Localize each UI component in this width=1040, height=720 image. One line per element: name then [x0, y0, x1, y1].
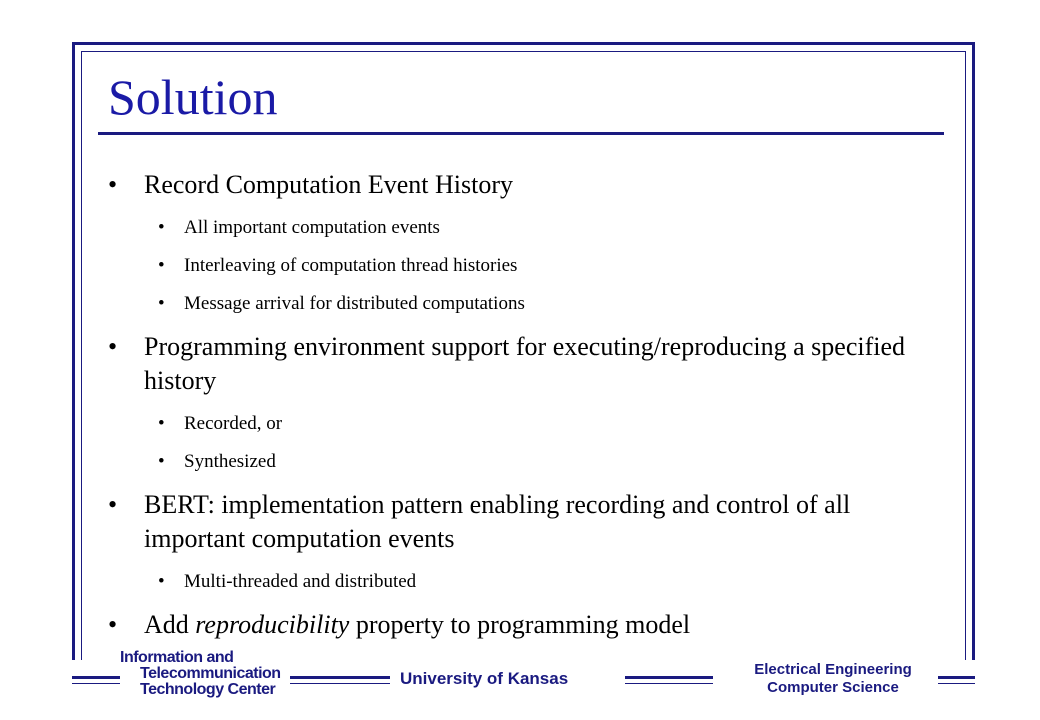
department-name [718, 661, 948, 697]
bullet-text: Recorded, or [184, 413, 283, 434]
bullet-list [108, 168, 938, 642]
bullet-dot-icon: • [158, 413, 165, 434]
sub-bullet-item [108, 570, 938, 594]
sub-bullet-item [108, 254, 938, 278]
bullet-text: Message arrival for distributed computations [184, 293, 525, 314]
logo-line: Telecommunication [140, 665, 281, 682]
bullet-dot-icon: • [108, 490, 118, 519]
bullet-text: Multi-threaded and distributed [184, 571, 417, 592]
bullet-dot-icon: • [158, 571, 165, 592]
slide-title: Solution [108, 69, 278, 125]
bullet-dot-icon: • [108, 170, 118, 199]
bullet-text: Record Computation Event History [144, 170, 514, 199]
bullet-text: Programming environment support for executing/reproducing a specified history [144, 332, 906, 395]
ittc-logo [120, 650, 290, 698]
department-line: Electrical Engineering [754, 661, 912, 678]
footer-rule [290, 676, 390, 679]
bullet-item [108, 168, 938, 202]
footer-rule [625, 676, 713, 679]
bullet-dot-icon: • [158, 293, 165, 314]
bullet-item [108, 608, 938, 642]
bullet-dot-icon: • [108, 610, 118, 639]
bullet-text: Synthesized [184, 451, 276, 472]
bullet-text: All important computation events [184, 217, 440, 238]
footer-rule [72, 683, 120, 684]
bullet-item [108, 488, 938, 556]
bullet-dot-icon: • [158, 217, 165, 238]
bullet-text: BERT: implementation pattern enabling recording and control of all important computation events [144, 490, 851, 553]
department-line: Computer Science [767, 679, 899, 696]
sub-bullet-item [108, 292, 938, 316]
university-name: University of Kansas [400, 669, 569, 688]
title-underline [98, 132, 944, 135]
bullet-text: Add [144, 610, 196, 639]
emphasized-text: reproducibility [195, 610, 350, 639]
bullet-text: property to programming model [349, 610, 691, 639]
logo-line: Information and [120, 649, 234, 666]
bullet-dot-icon: • [158, 255, 165, 276]
sub-bullet-item [108, 450, 938, 474]
footer-rule [72, 676, 120, 679]
bullet-dot-icon: • [108, 332, 118, 361]
footer-rule [625, 683, 713, 684]
footer-rule [290, 683, 390, 684]
bullet-dot-icon: • [158, 451, 165, 472]
bullet-text: Interleaving of computation thread histories [184, 255, 518, 276]
logo-line: Technology Center [140, 681, 276, 698]
sub-bullet-item [108, 216, 938, 240]
sub-bullet-item [108, 412, 938, 436]
bullet-item [108, 330, 938, 398]
